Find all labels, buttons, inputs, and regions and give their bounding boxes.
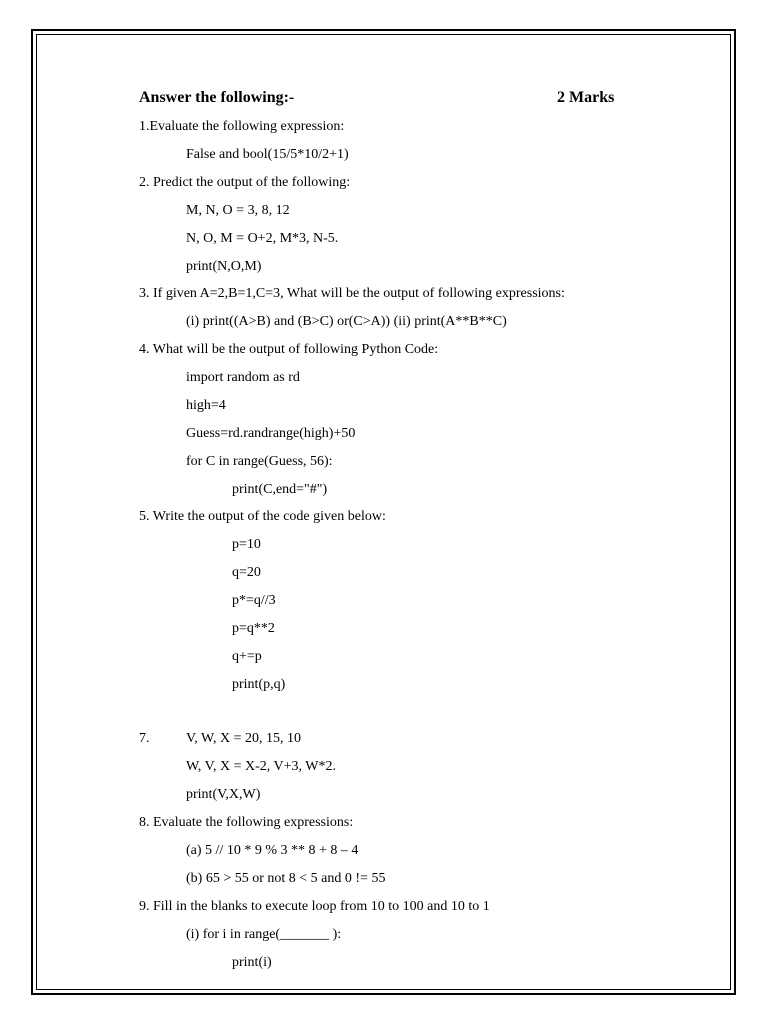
section-heading: Answer the following:- xyxy=(139,89,295,106)
question-4-line: print(C,end="#") xyxy=(232,482,328,497)
question-2-line: N, O, M = O+2, M*3, N-5. xyxy=(186,231,339,246)
question-8: 8. Evaluate the following expressions: xyxy=(139,815,354,830)
question-7-line: V, W, X = 20, 15, 10 xyxy=(186,731,301,746)
question-3-line: (i) print((A>B) and (B>C) or(C>A)) (ii) print(A**B**C) xyxy=(186,314,507,329)
question-8-line: (a) 5 // 10 * 9 % 3 ** 8 + 8 – 4 xyxy=(186,843,359,858)
question-4-line: import random as rd xyxy=(186,370,300,385)
question-5: 5. Write the output of the code given below: xyxy=(139,509,386,524)
question-4-line: for C in range(Guess, 56): xyxy=(186,454,333,469)
question-5-line: p=q**2 xyxy=(232,621,275,636)
question-7-number: 7. xyxy=(139,731,150,746)
question-1-line: False and bool(15/5*10/2+1) xyxy=(186,147,349,162)
question-3: 3. If given A=2,B=1,C=3, What will be the output of following expressions: xyxy=(139,286,565,301)
question-4: 4. What will be the output of following Python Code: xyxy=(139,342,439,357)
question-8-line: (b) 65 > 55 or not 8 < 5 and 0 != 55 xyxy=(186,871,386,886)
marks-label: 2 Marks xyxy=(557,89,615,106)
question-4-line: high=4 xyxy=(186,398,226,413)
question-5-line: q+=p xyxy=(232,649,262,664)
question-2-line: print(N,O,M) xyxy=(186,259,262,274)
question-9-line: print(i) xyxy=(232,955,272,970)
question-7-line: W, V, X = X-2, V+3, W*2. xyxy=(186,759,336,774)
question-7-line: print(V,X,W) xyxy=(186,787,261,802)
question-4-line: Guess=rd.randrange(high)+50 xyxy=(186,426,356,441)
question-9: 9. Fill in the blanks to execute loop from 10 to 100 and 10 to 1 xyxy=(139,899,490,914)
question-5-line: p*=q//3 xyxy=(232,593,276,608)
question-5-line: print(p,q) xyxy=(232,677,286,692)
question-2-line: M, N, O = 3, 8, 12 xyxy=(186,203,290,218)
question-5-line: q=20 xyxy=(232,565,261,580)
question-9-line: (i) for i in range(_______ ): xyxy=(186,927,342,942)
question-1: 1.Evaluate the following expression: xyxy=(139,119,345,134)
question-2: 2. Predict the output of the following: xyxy=(139,175,351,190)
question-5-line: p=10 xyxy=(232,537,261,552)
